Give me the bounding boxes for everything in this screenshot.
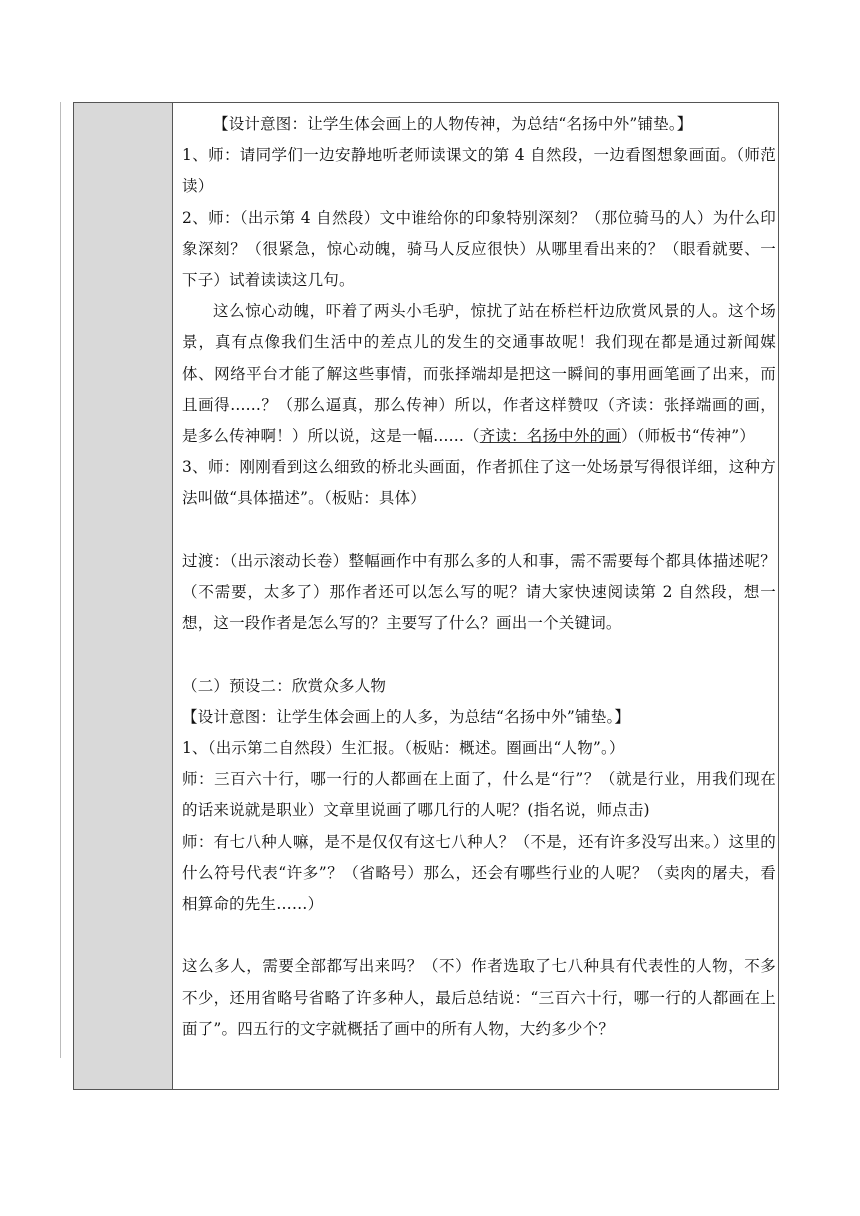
spacer [182,920,776,951]
scene-paragraph [182,296,776,452]
teacher-question-1: 师：三百六十行，哪一行的人都画在上面了，什么是“行”？（就是行业，用我们现在的话来说就是职业）文章里说画了哪几行的人呢？(指名说，师点击) [182,770,776,820]
preset-2-step-1: 1、（出示第二自然段）生汇报。（板贴：概述。圈画出“人物”。） [182,739,625,758]
page-margin-line [60,102,61,1058]
teacher-question-2: 师：有七八种人嘛，是不是仅仅有这七八种人？（不是，还有许多没写出来。）这里的什么符号代表“许多”？（省略号）那么，还会有哪些行业的人呢？（卖肉的屠夫，看相算命的先生……） [182,832,776,914]
design-intent-1: 【设计意图：让学生体会画上的人物传神，为总结“名扬中外”铺垫。】 [213,115,693,133]
step-2-paragraph: 2、师：（出示第 4 自然段）文中谁给你的印象特别深刻？（那位骑马的人）为什么印象深刻？（很紧急，惊心动魄，骑马人反应很快）从哪里看出来的？（眼看就要、一下子）试着读读这几句。 [182,208,776,290]
spacer [182,639,776,670]
transition-paragraph: 过渡：（出示滚动长卷）整幅画作中有那么多的人和事，需不需要每个都具体描述呢？（不需要，太多了）那作者还可以怎么写的呢？请大家快速阅读第 2 自然段，想一想，这一段作者是怎么写的？主要写了什么？画出一个关键词。 [182,551,776,633]
scene-text-end: ）（师板书“传神”） [620,427,756,446]
spacer [182,515,776,546]
step-1-paragraph: 1、师：请同学们一边安静地听老师读课文的第 4 自然段，一边看图想象画面。（师范读） [182,146,776,196]
summary-paragraph: 这么多人，需要全部都写出来吗？（不）作者选取了七八种具有代表性的人物，不多不少，还用省略号省略了许多种人，最后总结说：“三百六十行，哪一行的人都画在上面了”。四五行的文字就概括了画中的所有人物，大约多少个？ [182,957,776,1038]
underlined-reading: 齐读：名扬中外的画 [479,427,621,446]
design-intent-2: 【设计意图：让学生体会画上的人多，为总结“名扬中外”铺垫。】 [182,707,631,726]
label-cell [74,103,173,1089]
preset-2-heading: （二）预设二：欣赏众多人物 [182,676,387,695]
step-3-paragraph: 3、师：刚刚看到这么细致的桥北头画面，作者抓住了这一处场景写得很详细，这种方法叫做“具体描述”。（板贴：具体） [182,458,776,508]
lesson-plan-table [73,102,779,1090]
content-cell [182,109,776,1045]
scene-text: 这么惊心动魄，吓着了两头小毛驴，惊扰了站在桥栏杆边欣赏风景的人。这个场景，真有点像我们生活中的差点儿的发生的交通事故呢！我们现在都是通过新闻媒体、网络平台才能了解这些事情，而张择端却是把这一瞬间的事用画笔画了出来，而且画得......？（那么逼真，那么传神）所以，作者这样赞叹（齐读：张择端画的画，是多么传神啊！）所以说，这是一幅......（ [182,302,776,446]
